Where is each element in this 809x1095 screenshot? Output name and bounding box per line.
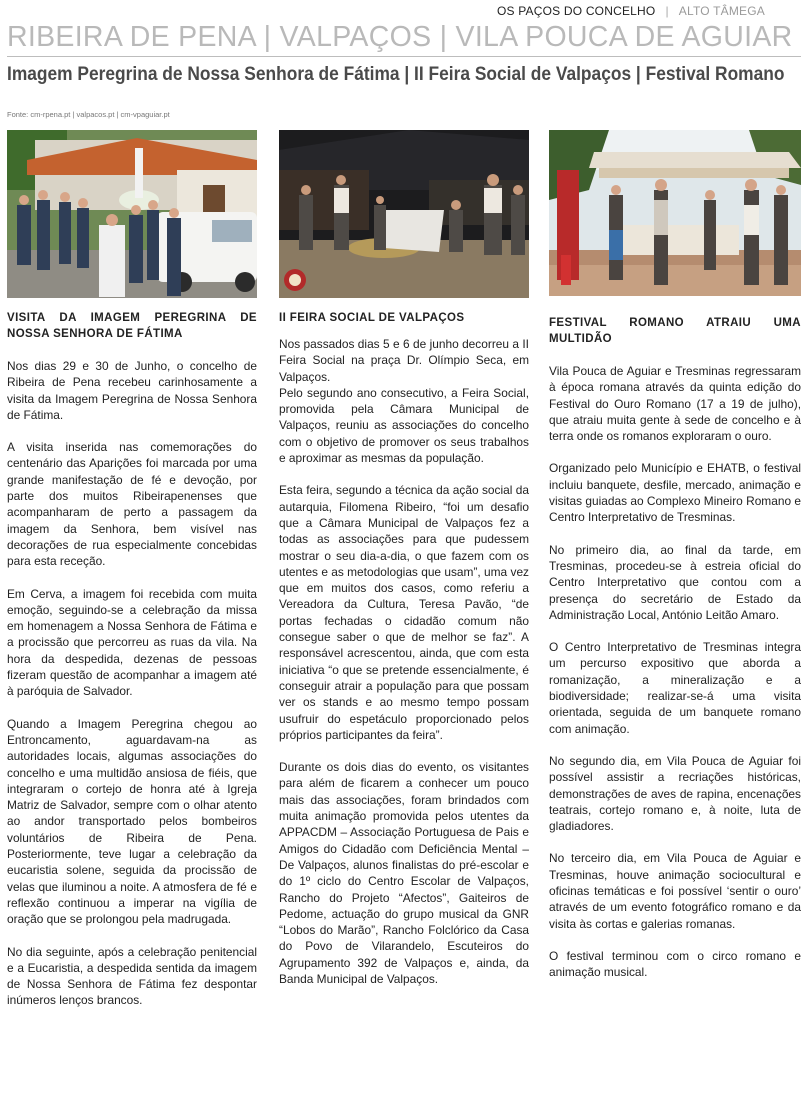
article-title: FESTIVAL ROMANO ATRAIU UMA MULTIDÃO: [549, 317, 801, 345]
article-paragraph: O festival terminou com o circo romano e animação musical.: [549, 948, 801, 980]
article-paragraph: Em Cerva, a imagem foi recebida com muita emoção, seguindo-se a celebração da missa em homenagem a Nossa Senhora de Fátima e a procissão que percorreu as ruas da vila. Na hora da despedida, dezenas de pessoas fizeram questão de acompanhar a imagem até à paróquia de Salvador.: [7, 586, 257, 699]
region-label: ALTO TÂMEGA: [678, 4, 765, 18]
article-paragraph: A visita inserida nas comemorações do centenário das Aparições foi marcada por uma grande manifestação de fé e devoção, por parte dos muitos Ribeirapenenses que acompanharam de perto a passagem da imagem da Senhora, bem visível nas decorações de rua especialmente concebidas para esta receção.: [7, 440, 257, 569]
article-feira-social: [279, 130, 529, 987]
photo-procession: [7, 130, 257, 298]
article-title: II FEIRA SOCIAL DE VALPAÇOS: [279, 312, 465, 324]
places-heading: RIBEIRA DE PENA | VALPAÇOS | VILA POUCA DE AGUIAR: [7, 21, 793, 53]
article-paragraph: No terceiro dia, em Vila Pouca de Aguiar e Tresminas, houve animação sociocultural e oficinas temáticas e foi possível ‘sentir o ouro’ através de um evento fotográfico romano e da visita às cortas e galerias romanas.: [549, 851, 801, 931]
photo-festival-romano: [549, 130, 801, 296]
article-paragraph: Quando a Imagem Peregrina chegou ao Entroncamento, aguardavam-na as autoridades locais, algumas associações do concelho e uma multidão ansiosa de fiéis, que integraram o cortejo de honra até à Igreja Matriz de Salvador, sempre com o olhar atento ao andor transportado pelos bombeiros voluntários de Ribeira de Pena. Posteriormente, teve lugar a celebração da eucaristia solene, seguida da procissão de velas que iluminou a noite. A atmosfera de fé e reflexão continuou a imperar na vigília de oração que se prolongou pela madrugada.: [7, 716, 257, 927]
article-paragraph: Nos passados dias 5 e 6 de junho decorreu a II Feira Social na praça Dr. Olímpio Seca, em Valpaços. Pelo segundo ano consecutivo, a Feira Social, promovida pela Câmara Municipal de Valpaços, reuniu as associações do concelho com o objetivo de promover os seus trabalhos e aproximar as mesmas da população.: [279, 337, 529, 466]
article-paragraph: Vila Pouca de Aguiar e Tresminas regressaram à época romana através da quinta edição do Festival do Ouro Romano (17 a 19 de julho), que atraiu muita gente à sede de concelho e à terra onde os romanos exploraram o ouro.: [549, 364, 801, 444]
article-paragraph: Esta feira, segundo a técnica da ação social da autarquia, Filomena Ribeiro, “foi um desafio que a Câmara Municipal de Valpaços fez a todas as associações para que pudessem mostrar o seu dia-a-dia, o que fazem com os utentes e as metodologias que usam”, uma vez que em muitos dos casos, como referiu a Vereadora da Cultura, Teresa Pavão, “de portas fechadas o cidadão comum não consegue saber o que de melhor se faz”. A responsável acrescentou, ainda, que com esta iniciativa “o que se pretende essencialmente, é conseguir atrair a população para que possam ver os stands e ao mesmo tempo possam usufruir do espetáculo proporcionado pelos próprios participantes da feira”.: [279, 483, 529, 742]
article-festival-romano: [549, 130, 801, 981]
article-paragraph: No segundo dia, em Vila Pouca de Aguiar foi possível assistir a recriações históricas, demonstrações de aves de rapina, encenações teatrais, cortejo romano e, à noite, luta de gladiadores.: [549, 753, 801, 834]
article-paragraph: O Centro Interpretativo de Tresminas integra um percurso expositivo que aborda a romanização, a mineralização e a biodiversidade; realizar-se-á uma visita orientada, seguida de um banquete romano com animação.: [549, 640, 801, 736]
article-paragraph: Nos dias 29 e 30 de Junho, o concelho de Ribeira de Pena recebeu carinhosamente a visita da Imagem Peregrina de Nossa Senhora de Fátima.: [7, 359, 257, 422]
photo-feira-social: [279, 130, 529, 298]
article-paragraph: Durante os dois dias do evento, os visitantes para além de ficarem a conhecer um pouco mais das associações, foram brindados com muita animação promovida pelos utentes da APPACDM – Associação Portuguesa de Pais e Amigos do Cidadão com Deficiência Mental – De Valpaços, alunos finalistas do pré-escolar e do 1º ciclo do Centro Escolar de Valpaços, Rancho do Projeto “Afectos”, Gaiteiros de Pedome, actuação do grupo musical da GNR “Lobos do Marão”, Rancho Folclórico da Casa do Povo de Vilarandelo, Escuteiros do Agrupamento 392 de Valpaços e, ainda, da Banda Municipal de Valpaços.: [279, 760, 529, 986]
article-title: VISITA DA IMAGEM PEREGRINA DE NOSSA SENHORA DE FÁTIMA: [7, 312, 257, 340]
article-fatima: [7, 130, 257, 1009]
article-paragraph: No primeiro dia, ao final da tarde, em Tresminas, procedeu-se à estreia oficial do Centro Interpretativo que contou com a presença do secretário de Estado da Administração Local, António Leitão Amaro.: [549, 542, 801, 622]
source-credit: Fonte: cm-rpena.pt | valpacos.pt | cm-vpaguiar.pt: [7, 110, 170, 119]
page-headline: Imagem Peregrina de Nossa Senhora de Fátima | II Feira Social de Valpaços | Festival Romano: [7, 63, 785, 85]
section-separator: |: [665, 4, 669, 18]
section-label: OS PAÇOS DO CONCELHO: [496, 4, 656, 18]
article-paragraph: No dia seguinte, após a celebração penitencial e a Eucaristia, a despedida sentida da imagem de Nossa Senhora de Fátima fez despontar inúmeros lenços brancos.: [7, 944, 257, 1008]
article-paragraph: Organizado pelo Município e EHATB, o festival incluiu banquete, desfile, mercado, animação e visitas guiadas ao Complexo Mineiro Romano e Centro Interpretativo de Tresminas.: [549, 461, 801, 525]
header-rule: [7, 56, 801, 57]
top-bar: [497, 4, 765, 18]
